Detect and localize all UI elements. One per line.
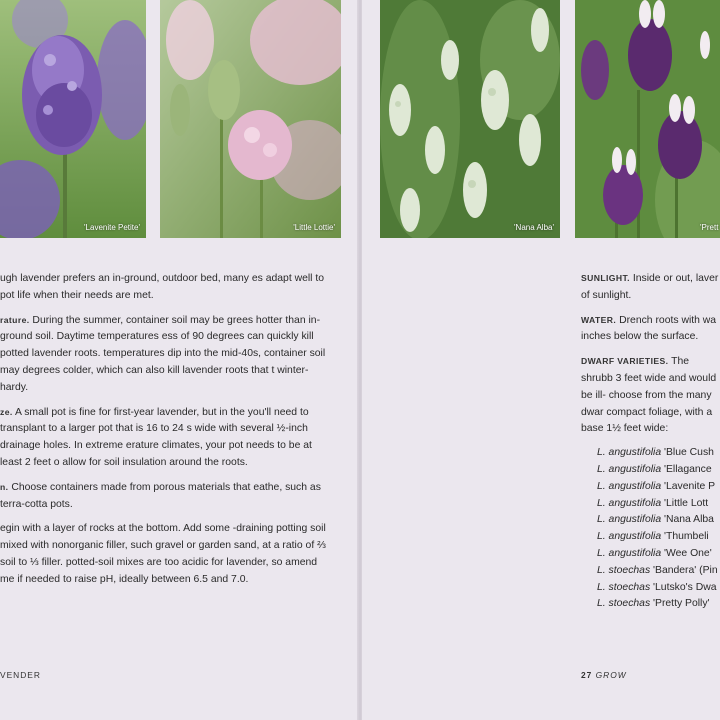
list-item (597, 462, 720, 479)
photo-caption: 'Prett (700, 223, 719, 232)
paragraph-lead: WATER. (581, 314, 617, 325)
species-name: L. angustifolia (597, 531, 662, 543)
cultivar-name: 'Nana Alba (664, 514, 714, 526)
cultivar-name: 'Bandera' (Pin (653, 564, 718, 576)
paragraph-text: Inside or out, laver of sunlight. (581, 273, 719, 301)
cultivar-name: 'Pretty Polly' (653, 598, 710, 610)
right-body-text (581, 270, 720, 613)
paragraph (581, 312, 720, 347)
cultivar-name: 'Little Lott (664, 497, 709, 509)
left-footer: VENDER (0, 670, 41, 680)
list-item (597, 512, 720, 529)
paragraph-text: A small pot is fine for first-year lavender, but in the you'll need to transplant to a larger pot that is 16 to 24 s wide with several ½-inch drainage holes. In extreme erature climates, your pot needs to be at least 2 feet o allow for soil insulation around the roots. (0, 406, 312, 468)
paragraph (581, 353, 720, 438)
photo-caption: 'Lavenite Petite' (84, 223, 140, 232)
paragraph (581, 270, 720, 305)
photo-lavenite-petite (0, 0, 146, 238)
paragraph-lead: SUNLIGHT. (581, 273, 630, 283)
paragraph (0, 479, 330, 514)
paragraph (0, 404, 330, 472)
paragraph (0, 270, 330, 305)
paragraph-text: Drench roots with wa inches below the surface. (581, 314, 717, 343)
photo-little-lottie (160, 0, 341, 238)
lavender-white-illustration (380, 0, 560, 238)
lavender-purple-illustration (0, 0, 146, 238)
page-number: 27 (581, 670, 593, 680)
lavender-pink-illustration (160, 0, 341, 238)
cultivar-name: 'Blue Cush (664, 447, 714, 459)
left-page (0, 0, 358, 720)
paragraph-lead: ze. (0, 406, 13, 417)
photo-caption: 'Nana Alba' (514, 223, 554, 232)
paragraph-text: ugh lavender prefers an in-ground, outdoor bed, many es adapt well to pot life when their needs are met. (0, 273, 325, 301)
photo-pretty-polly (575, 0, 720, 238)
paragraph-text: Choose containers made from porous materials that eathe, such as terra-cotta pots. (0, 481, 321, 510)
cultivar-name: 'Thumbeli (664, 531, 709, 543)
list-item (597, 479, 720, 496)
species-name: L. stoechas (597, 598, 651, 610)
species-name: L. stoechas (597, 564, 651, 576)
species-name: L. stoechas (597, 581, 651, 593)
cultivar-name: 'Lutsko's Dwa (653, 581, 717, 593)
lavender-stoechas-illustration (575, 0, 720, 238)
photo-nana-alba (380, 0, 560, 238)
paragraph-text: The shrubb 3 feet wide and would be ill- choose from the many dwar compact foliage, with a base 1½ feet wide: (581, 356, 717, 435)
paragraph-lead: n. (0, 481, 9, 492)
paragraph-lead: rature. (0, 314, 30, 325)
list-item (597, 496, 720, 513)
list-item (597, 596, 720, 613)
species-name: L. angustifolia (597, 447, 662, 459)
list-item (597, 563, 720, 580)
right-page (362, 0, 720, 720)
species-name: L. angustifolia (597, 514, 662, 526)
paragraph (0, 520, 330, 588)
paragraph-lead: DWARF VARIETIES. (581, 356, 669, 367)
photo-caption: 'Little Lottie' (293, 223, 335, 232)
species-name: L. angustifolia (597, 480, 662, 492)
species-name: L. angustifolia (597, 463, 662, 475)
cultivar-name: 'Wee One' (664, 547, 712, 559)
list-item (597, 529, 720, 546)
species-name: L. angustifolia (597, 547, 662, 559)
section-name: GROW (595, 670, 627, 680)
variety-list (597, 445, 720, 613)
paragraph-text: egin with a layer of rocks at the bottom. Add some -draining potting soil mixed with nonorganic filler, such gravel or garden sand, at a ratio of ⅔ soil to ⅓ filler. potted-soil mixes are too acidic for lavender, so amend me if needed to raise pH, ideally between 6.5 and 7.0. (0, 523, 326, 585)
list-item (597, 445, 720, 462)
species-name: L. angustifolia (597, 497, 662, 509)
cultivar-name: 'Lavenite P (664, 480, 716, 492)
paragraph (0, 312, 330, 397)
left-body-text (0, 270, 330, 596)
cultivar-name: 'Ellagance (664, 463, 712, 475)
paragraph-text: During the summer, container soil may be grees hotter than in-ground soil. Daytime temperatures ess of 90 degrees can quickly kill potted lavender roots. temperatures dip into the mid-40s, container soil may degrees colder, which can also kill lavender roots that t winter-hardy. (0, 314, 326, 393)
list-item (597, 580, 720, 597)
right-footer (581, 670, 627, 680)
list-item (597, 546, 720, 563)
